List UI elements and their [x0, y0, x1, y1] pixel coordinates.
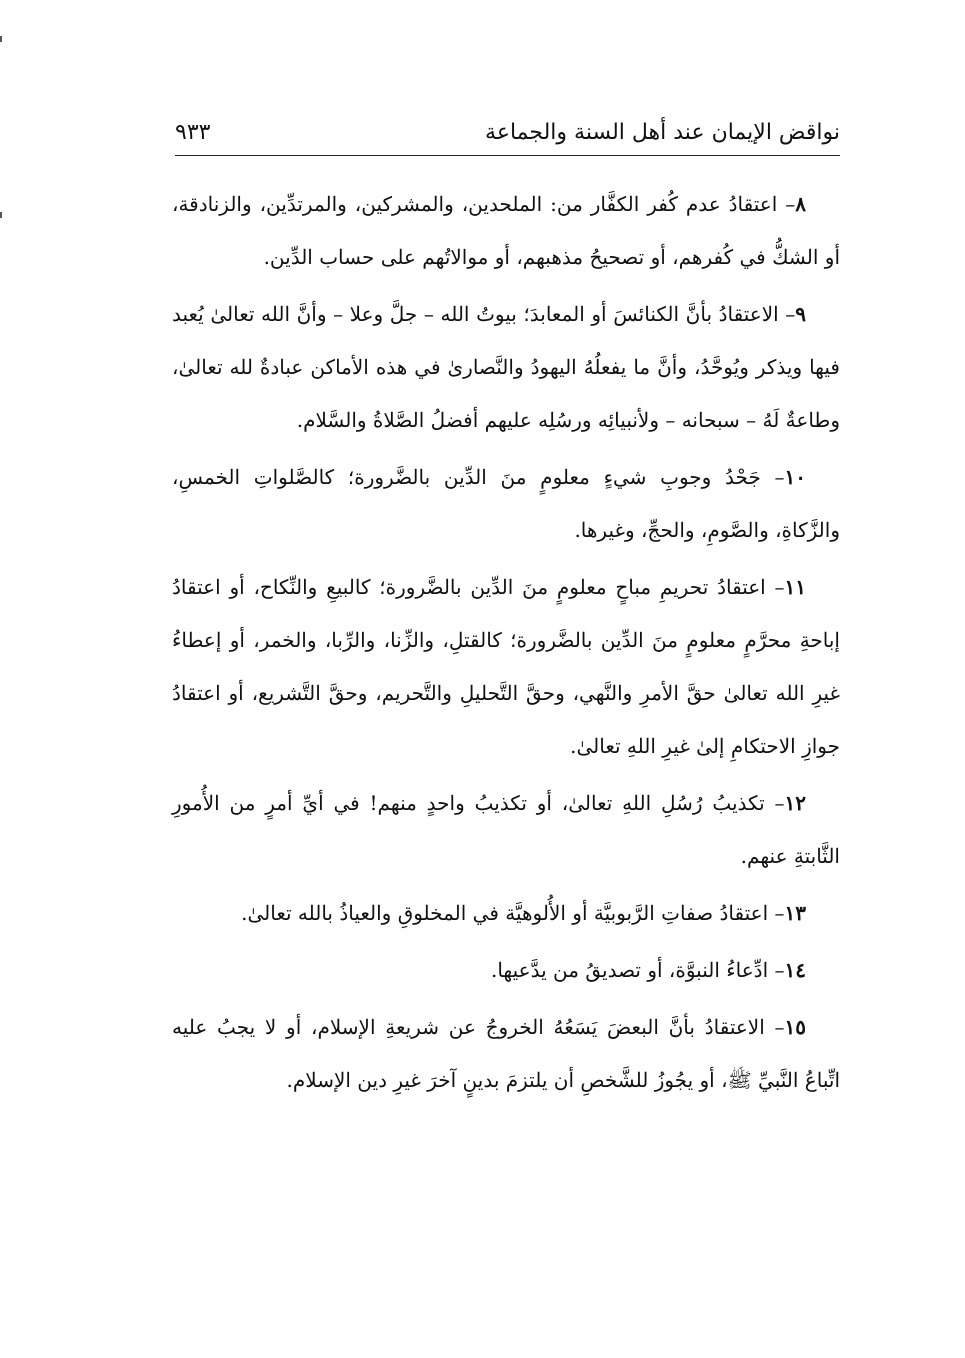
item-number: ١٢ — [784, 791, 806, 815]
item-text: – اعتقادُ تحريمِ مباحٍ معلومٍ منَ الدِّين بالضَّرورة؛ كالبيعِ والنِّكاح، أو اعتقادُ إباحةِ محرَّمٍ معلومٍ منَ الدِّين بالضَّرورة؛ كالقتلِ، والزِّنا، والرِّبا، والخمر، أو إعطاءُ غيرِ الله تعالىٰ حقَّ الأمرِ والنَّهي، وحقَّ التَّحليلِ والتَّحريم، وحقَّ التَّشريع، أو اعتقادُ جوازِ الاحتكامِ إلىٰ غيرِ اللهِ تعالىٰ. — [172, 575, 840, 758]
list-item — [172, 944, 840, 997]
list-item — [172, 1001, 840, 1107]
page-header — [175, 118, 840, 152]
list-item — [172, 451, 840, 557]
item-text: – تكذيبُ رُسُلِ اللهِ تعالىٰ، أو تكذيبُ واحدٍ منهم! في أيِّ أمرٍ من الأُمورِ الثَّابتةِ عنهم. — [172, 791, 840, 868]
item-number: ١٣ — [784, 901, 806, 925]
scan-margin-mark — [0, 36, 2, 42]
item-text: – الاعتقادُ بأنَّ الكنائسَ أو المعابدَ؛ بيوتُ الله – جلَّ وعلا – وأنَّ الله تعالىٰ يُعبد فيها ويذكر ويُوحَّدُ، وأنَّ ما يفعلُهُ اليهودُ والنَّصارىٰ في هذه الأماكن عبادةٌ لله تعالىٰ، وطاعةٌ لَهُ – سبحانه – ولأنبيائِه ورسُلِه عليهم أفضلُ الصَّلاةُ والسَّلام. — [172, 302, 840, 432]
item-text: – الاعتقادُ بأنَّ البعضَ يَسَعُهُ الخروجُ عن شريعةِ الإسلام، أو لا يجبُ عليه اتِّباعُ النَّبيِّ ﷺ، أو يجُوزُ للشَّخصِ أن يلتزمَ بدينٍ آخرَ غيرِ دين الإسلام. — [172, 1015, 840, 1092]
list-item — [172, 777, 840, 883]
main-text — [172, 178, 840, 1111]
item-number: ١٤ — [784, 958, 806, 982]
item-text: – ادِّعاءُ النبوَّة، أو تصديقُ من يدَّعيها. — [490, 958, 785, 982]
item-text: – جَحْدُ وجوبِ شيءٍ معلومٍ منَ الدِّين بالضَّرورة؛ كالصَّلواتِ الخمسِ، والزَّكاةِ، والصَّومِ، والحجِّ، وغيرها. — [172, 465, 840, 542]
item-number: ١٠ — [784, 465, 806, 489]
list-item — [172, 561, 840, 773]
list-item — [172, 178, 840, 284]
running-title: نواقض الإيمان عند أهل السنة والجماعة — [485, 120, 840, 145]
list-item — [172, 288, 840, 447]
item-text: – اعتقادُ عدم كُفر الكفَّار من: الملحدين، والمشركين، والمرتدِّين، والزنادقة، أو الشكُّ في كُفرهم، أو تصحيحُ مذهبهم، أو موالاتُهم على حساب الدِّين. — [172, 192, 840, 269]
item-number: ١٥ — [784, 1015, 806, 1039]
page-number: ٩٣٣ — [175, 120, 211, 145]
item-number: ٨ — [795, 192, 806, 216]
scan-margin-mark — [0, 212, 2, 218]
item-text: – اعتقادُ صفاتِ الرَّبوبيَّة أو الأُلوهيَّة في المخلوقِ والعياذُ بالله تعالىٰ. — [241, 901, 785, 925]
list-item — [172, 887, 840, 940]
item-number: ٩ — [795, 302, 806, 326]
item-number: ١١ — [784, 575, 806, 599]
header-rule — [175, 155, 840, 156]
